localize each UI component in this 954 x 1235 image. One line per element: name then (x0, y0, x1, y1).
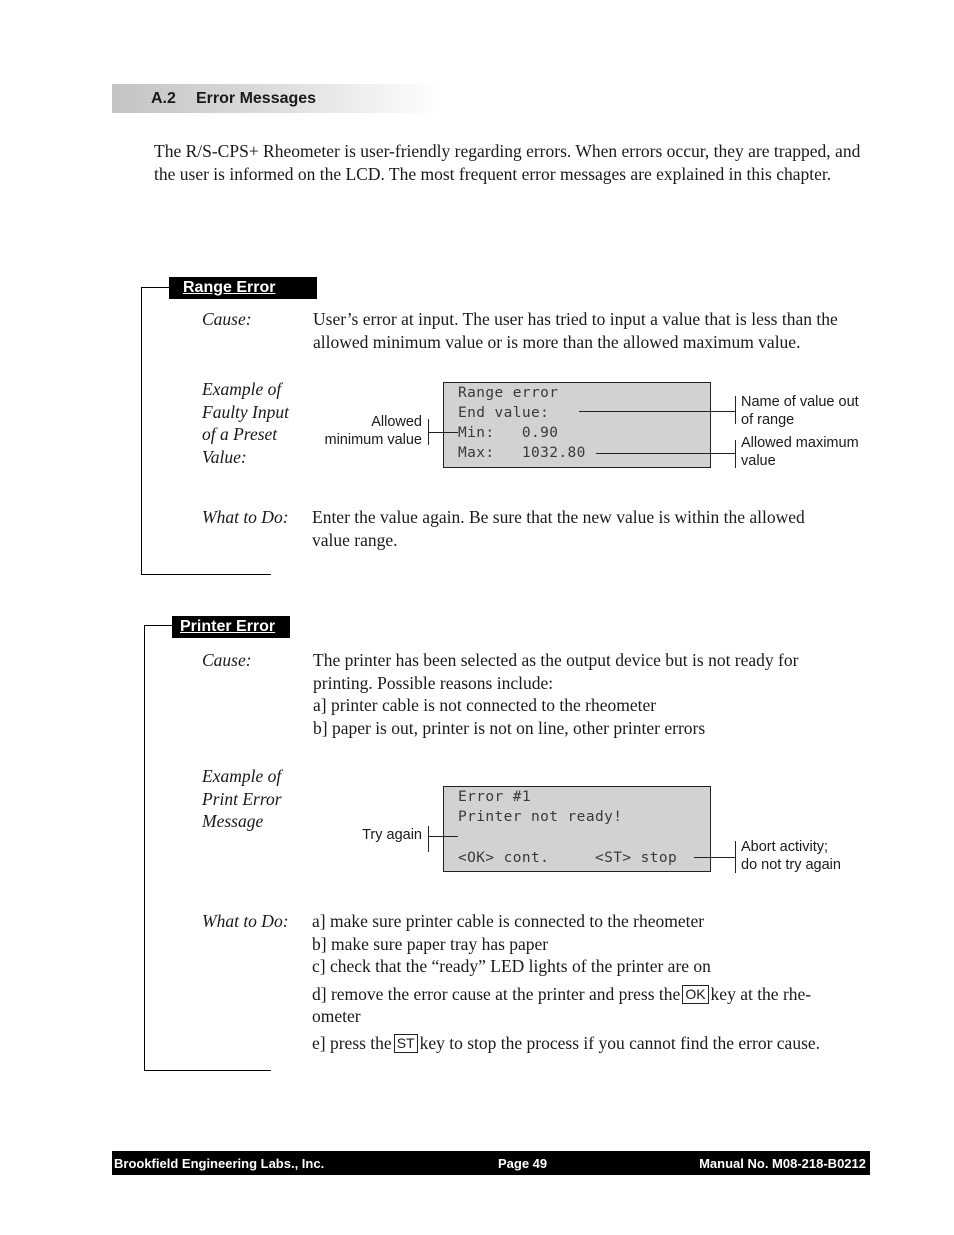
lcd-line: Printer not ready! (458, 809, 623, 825)
lcd-line: End value: (458, 405, 550, 421)
footer-manual-number: Manual No. M08-218-B0212 (699, 1156, 866, 1171)
printer-error-tab: Printer Error (172, 616, 290, 638)
callout-allowed-maximum: Allowed maximum value (741, 435, 859, 469)
todo-item-d: d] remove the error cause at the printer and press the OK key at the rhe- (312, 983, 812, 1004)
printer-error-bracket-top (144, 625, 174, 626)
todo-item-c: c] check that the “ready” LED lights of the printer are on (312, 956, 711, 976)
todo-item-a: a] make sure printer cable is connected to the rheometer (312, 911, 705, 931)
todo-item-b: b] make sure paper tray has paper (312, 933, 549, 954)
section-title: Error Messages (196, 90, 317, 107)
range-error-bracket-bottom (141, 574, 271, 575)
callout-try-again: Try again (362, 827, 422, 843)
todo-item-d-continued: ometer (312, 1006, 361, 1026)
range-example-label: Example of Faulty Input of a Preset Value: (202, 379, 289, 467)
callout-name-of-value: Name of value out of range (741, 394, 859, 428)
printer-todo-text (312, 910, 892, 1054)
lcd-line: <OK> cont. <ST> stop (458, 850, 678, 866)
printer-error-lcd (443, 786, 711, 872)
callout-line (579, 411, 735, 412)
callout-bracket (735, 841, 736, 873)
lcd-line: Max: 1032.80 (458, 445, 586, 461)
page-footer (112, 1151, 870, 1175)
range-error-lcd (443, 382, 711, 468)
printer-error-bracket-left (144, 625, 145, 1071)
st-key-icon: ST (394, 1034, 418, 1053)
range-error-bracket-top (141, 287, 171, 288)
callout-bracket (428, 826, 429, 852)
callout-line (428, 432, 458, 433)
range-cause-text: User’s error at input. The user has tried to input a value that is less than the allowed minimum value or is more than the allowed maximum value. (313, 309, 838, 352)
callout-bracket (735, 396, 736, 424)
range-error-tab: Range Error (169, 277, 317, 299)
printer-example-label: Example of Print Error Message (202, 766, 282, 831)
lcd-line: Range error (458, 385, 559, 401)
callout-bracket (735, 440, 736, 468)
range-todo-text: Enter the value again. Be sure that the new value is within the allowed value range. (312, 507, 805, 550)
range-error-bracket-left (141, 287, 142, 575)
callout-abort-activity: Abort activity; do not try again (741, 839, 841, 873)
intro-paragraph: The R/S-CPS+ Rheometer is user-friendly regarding errors. When errors occur, they are trapped, and the user is informed on the LCD. The most frequent error messages are explained in this chapter. (154, 141, 861, 184)
printer-error-bracket-bottom (144, 1070, 271, 1071)
todo-item-e: e] press the ST key to stop the process if you cannot find the error cause. (312, 1032, 821, 1053)
callout-allowed-minimum: Allowed minimum value (324, 414, 422, 448)
footer-page-number: Page 49 (498, 1156, 548, 1171)
printer-cause-label: Cause: (202, 650, 252, 670)
callout-line (596, 453, 735, 454)
lcd-line: Min: 0.90 (458, 425, 559, 441)
section-number: A.2 (151, 90, 176, 107)
ok-key-icon: OK (682, 985, 708, 1004)
printer-cause-text: The printer has been selected as the output device but is not ready for printing. Possible reasons include: a] printer cable is not connected to the rheometer b] paper is out, printer is not on line, other printer errors (313, 650, 799, 738)
range-todo-label: What to Do: (202, 507, 289, 527)
callout-line (694, 857, 735, 858)
lcd-line: Error #1 (458, 789, 532, 805)
range-cause-label: Cause: (202, 309, 252, 329)
printer-todo-label: What to Do: (202, 911, 289, 931)
footer-company: Brookfield Engineering Labs., Inc. (114, 1156, 325, 1171)
callout-line (428, 836, 458, 837)
